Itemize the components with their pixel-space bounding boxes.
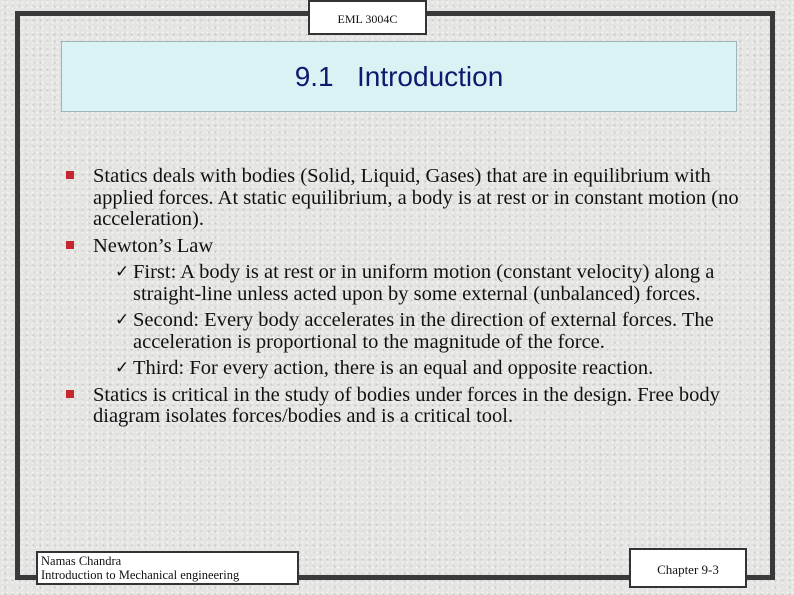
- slide-content: [62, 166, 742, 433]
- square-bullet-icon: [66, 241, 74, 249]
- slide-title: 9.1 Introduction: [294, 60, 504, 92]
- bullet-item: [62, 166, 742, 231]
- checkmark-icon: ✓: [115, 358, 130, 378]
- bullet-item: [62, 236, 742, 258]
- sub-bullet-text: Second: Every body accelerates in the direction of external forces. The acceleration is proportional to the magnitude of the force.: [133, 309, 714, 353]
- bullet-text: Statics deals with bodies (Solid, Liquid, Gases) that are in equilibrium with applied forces. At static equilibrium, a body is at rest or in constant motion (no acceleration).: [93, 165, 739, 230]
- checkmark-icon: ✓: [115, 262, 130, 282]
- checkmark-icon: ✓: [115, 310, 130, 330]
- bullet-item: [62, 385, 742, 428]
- footer-page-number: Chapter 9-3: [629, 548, 747, 588]
- sub-bullet-item: [62, 262, 742, 305]
- course-code-label: EML 3004C: [308, 0, 427, 35]
- bullet-text: Statics is critical in the study of bodies under forces in the design. Free body diagram isolates forces/bodies and is a critical tool.: [93, 383, 720, 427]
- footer-author-box: [36, 551, 299, 585]
- sub-bullet-text: Third: For every action, there is an equal and opposite reaction.: [133, 357, 654, 379]
- sub-bullet-item: [62, 358, 742, 380]
- square-bullet-icon: [66, 171, 74, 179]
- sub-bullet-text: First: A body is at rest or in uniform motion (constant velocity) along a straight-line unless acted upon by some external (unbalanced) forces.: [133, 261, 715, 305]
- sub-bullet-item: [62, 310, 742, 353]
- bullet-text: Newton’s Law: [93, 234, 214, 257]
- footer-author: Namas Chandra: [41, 554, 122, 568]
- title-box: [61, 41, 737, 112]
- footer-course-title: Introduction to Mechanical engineering: [41, 568, 240, 582]
- square-bullet-icon: [66, 390, 74, 398]
